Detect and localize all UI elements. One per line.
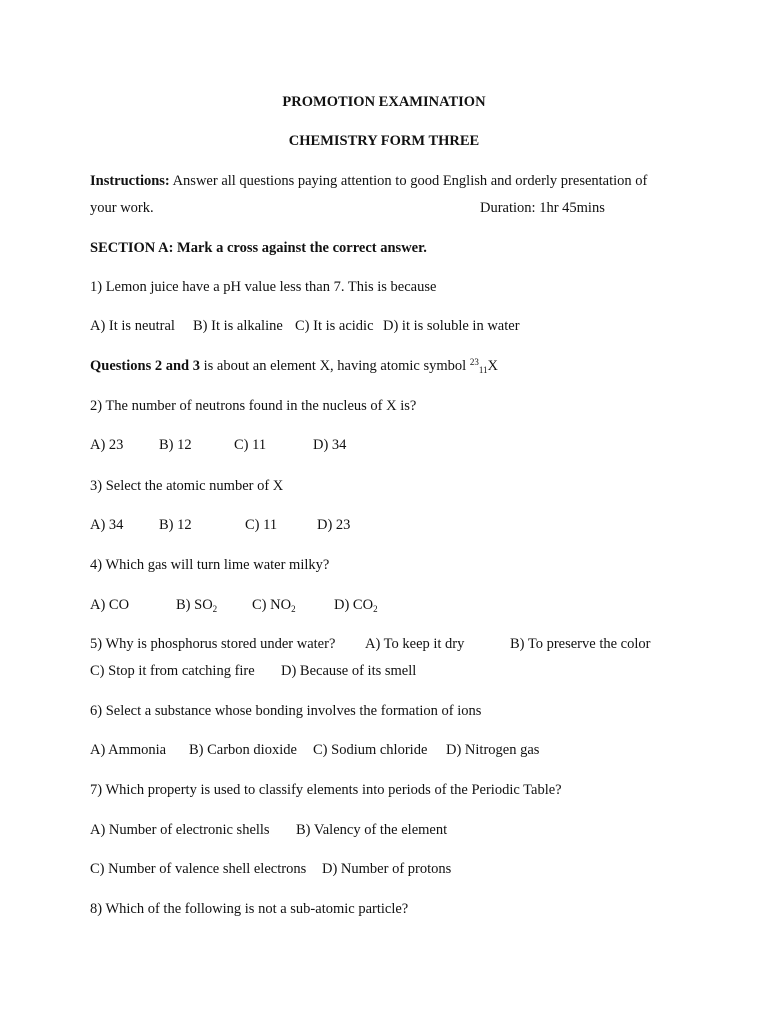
q7-option-b[interactable]: B) Valency of the element (296, 822, 448, 838)
q6-option-b[interactable]: B) Carbon dioxide (189, 742, 297, 758)
q5-option-b[interactable]: B) To preserve the color (510, 636, 651, 652)
atomic-symbol (470, 358, 498, 374)
q5-option-a[interactable]: A) To keep it dry (365, 636, 465, 652)
instructions-line-1 (90, 173, 647, 190)
q2-option-b[interactable]: B) 12 (159, 437, 192, 453)
q3-option-d[interactable]: D) 23 (317, 517, 351, 533)
section-a-heading: SECTION A: Mark a cross against the correct answer. (90, 240, 427, 256)
question-5: 5) Why is phosphorus stored under water? (90, 636, 336, 652)
question-2: 2) The number of neutrons found in the nucleus of X is? (90, 398, 417, 414)
exam-subtitle: CHEMISTRY FORM THREE (288, 133, 480, 149)
q7-option-c[interactable]: C) Number of valence shell electrons (90, 861, 307, 877)
q3-option-c[interactable]: C) 11 (245, 517, 278, 533)
q1-option-d[interactable]: D) it is soluble in water (383, 318, 520, 334)
instructions-label: Instructions: (90, 173, 170, 189)
questions-2-3-intro (90, 358, 498, 375)
q6-option-a[interactable]: A) Ammonia (90, 742, 167, 758)
q5-option-c[interactable]: C) Stop it from catching fire (90, 663, 255, 679)
q4-option-d[interactable]: D) $CO_2$ (334, 597, 378, 614)
question-1: 1) Lemon juice have a pH value less than 7. This is because (90, 279, 437, 295)
q4-option-a[interactable]: A) CO (90, 597, 130, 613)
q4-option-c[interactable]: C) $NO_2$ (252, 597, 296, 614)
instructions-line-2: your work. (90, 200, 154, 216)
question-3: 3) Select the atomic number of X (90, 478, 284, 494)
question-6: 6) Select a substance whose bonding involves the formation of ions (90, 703, 482, 719)
q2-option-a[interactable]: A) 23 (90, 437, 124, 453)
q1-option-a[interactable]: A) It is neutral (90, 318, 175, 334)
duration: Duration: 1hr 45mins (480, 200, 605, 216)
q1-option-c[interactable]: C) It is acidic (295, 318, 374, 334)
q6-option-c[interactable]: C) Sodium chloride (313, 742, 428, 758)
q7-option-d[interactable]: D) Number of protons (322, 861, 452, 877)
element-symbol: X (487, 358, 498, 374)
q3-option-b[interactable]: B) 12 (159, 517, 192, 533)
exam-title: PROMOTION EXAMINATION (282, 94, 486, 110)
q2-option-c[interactable]: C) 11 (234, 437, 267, 453)
atomic-number: 11 (478, 365, 488, 375)
question-8: 8) Which of the following is not a sub-atomic particle? (90, 901, 409, 917)
intro-text: is about an element X, having atomic symbol (200, 358, 470, 374)
q5-option-d[interactable]: D) Because of its smell (281, 663, 417, 679)
instructions-text: Answer all questions paying attention to good English and orderly presentation of (169, 173, 648, 189)
question-7: 7) Which property is used to classify elements into periods of the Periodic Table? (90, 782, 562, 798)
intro-bold: Questions 2 and 3 (90, 358, 200, 374)
q7-option-a[interactable]: A) Number of electronic shells (90, 822, 270, 838)
question-4: 4) Which gas will turn lime water milky? (90, 557, 330, 573)
q6-option-d[interactable]: D) Nitrogen gas (446, 742, 540, 758)
q3-option-a[interactable]: A) 34 (90, 517, 124, 533)
mass-number: 23 (469, 357, 479, 367)
q4-option-b[interactable]: B) $SO_2$ (176, 597, 218, 614)
q1-option-b[interactable]: B) It is alkaline (193, 318, 283, 334)
q2-option-d[interactable]: D) 34 (313, 437, 347, 453)
